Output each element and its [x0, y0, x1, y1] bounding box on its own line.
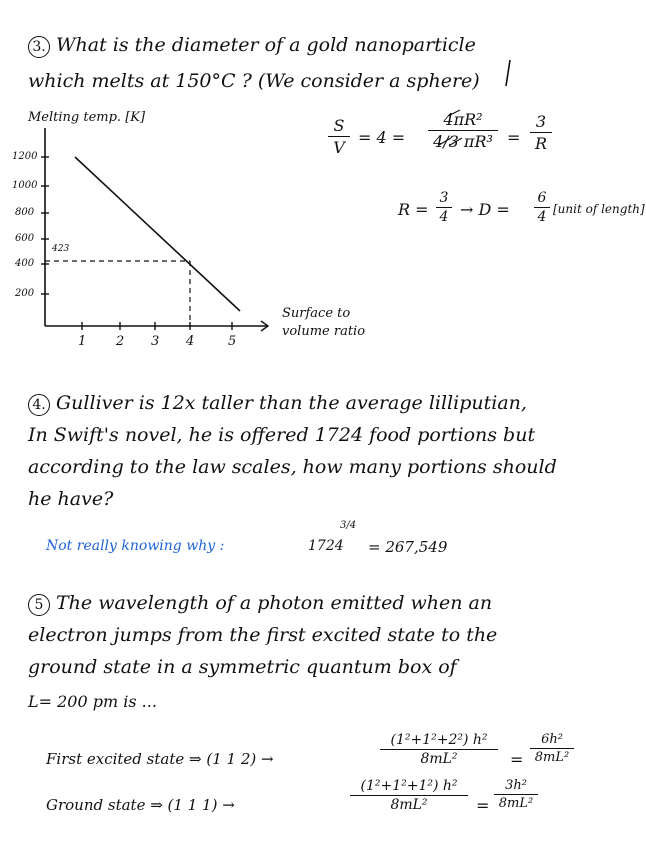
q4-answer-label: Not really knowing why : [46, 538, 225, 554]
x-tick-1: 1 [78, 334, 87, 349]
q5-line3: ground state in a symmetric quantum box of [28, 656, 457, 678]
chart-ylabel: Melting temp. [K] [28, 110, 146, 125]
q3-text-1: What is the diameter of a gold nanoparticle [56, 34, 476, 56]
eq1-mid: 4πR² 4/3 πR³ [428, 110, 498, 151]
q4-number: 4. [28, 394, 50, 416]
q4-answer-exp: 3/4 [340, 520, 357, 531]
x-tick-3: 3 [151, 334, 160, 349]
eq1-rhs: 3 R [530, 112, 552, 153]
q5-ground-result: 3h² 8mL² [494, 778, 538, 811]
eq2-frac2: 6 4 [534, 190, 550, 225]
q3-number: 3. [28, 36, 50, 58]
q5-ground-label: Ground state ⇒ (1 1 1) → [46, 796, 235, 814]
y-tick-800: 800 [15, 207, 35, 218]
x-tick-2: 2 [116, 334, 125, 349]
q5-excited-frac: (1²+1²+2²) h² 8mL² [380, 732, 498, 767]
q4-answer-base: 1724 [308, 538, 344, 554]
y-tick-400: 400 [15, 258, 35, 269]
q4-line2: In Swift's novel, he is offered 1724 food portions but [28, 424, 536, 446]
eq1-lhs: S V [328, 116, 350, 157]
eq2-lhs: R = [398, 200, 429, 219]
eq2-arrow: → D = [460, 200, 510, 219]
y-tick-1200: 1200 [12, 151, 38, 162]
q5-line1: 5 The wavelength of a photon emitted when an [28, 592, 492, 616]
y-tick-1000: 1000 [12, 180, 38, 191]
q4-line3: according to the law scales, how many portions should [28, 456, 557, 478]
q3-line2: which melts at 150°C ? (We consider a sphere) [28, 70, 480, 92]
q4-line4: he have? [28, 488, 114, 510]
q5-excited-result: 6h² 8mL² [530, 732, 574, 765]
q5-excited-label: First excited state ⇒ (1 1 2) → [46, 750, 274, 768]
q5-line4: L= 200 pm is ... [28, 692, 157, 711]
y-tick-200: 200 [15, 288, 35, 299]
eq2-frac1: 3 4 [436, 190, 452, 225]
q4-answer-result: = 267,549 [368, 538, 448, 556]
melting-line [75, 157, 240, 311]
chart-xlabel-1: Surface to [282, 306, 351, 321]
marker-label: 423 [52, 244, 70, 254]
y-tick-600: 600 [15, 233, 35, 244]
chart-xlabel-2: volume ratio [282, 324, 366, 339]
q5-line2: electron jumps from the first excited state to the [28, 624, 498, 646]
eq2-unit: [unit of length] [553, 202, 645, 216]
q5-excited-eq: = [510, 750, 524, 769]
x-tick-4: 4 [186, 334, 195, 349]
q5-ground-eq: = [476, 796, 490, 815]
x-tick-5: 5 [228, 334, 237, 349]
q5-ground-frac: (1²+1²+1²) h² 8mL² [350, 778, 468, 813]
q4-line1: 4. Gulliver is 12x taller than the average lilliputian, [28, 392, 527, 416]
eq1-four: = 4 = [358, 128, 406, 147]
eq1-equals: = [507, 128, 521, 147]
q5-number: 5 [28, 594, 50, 616]
